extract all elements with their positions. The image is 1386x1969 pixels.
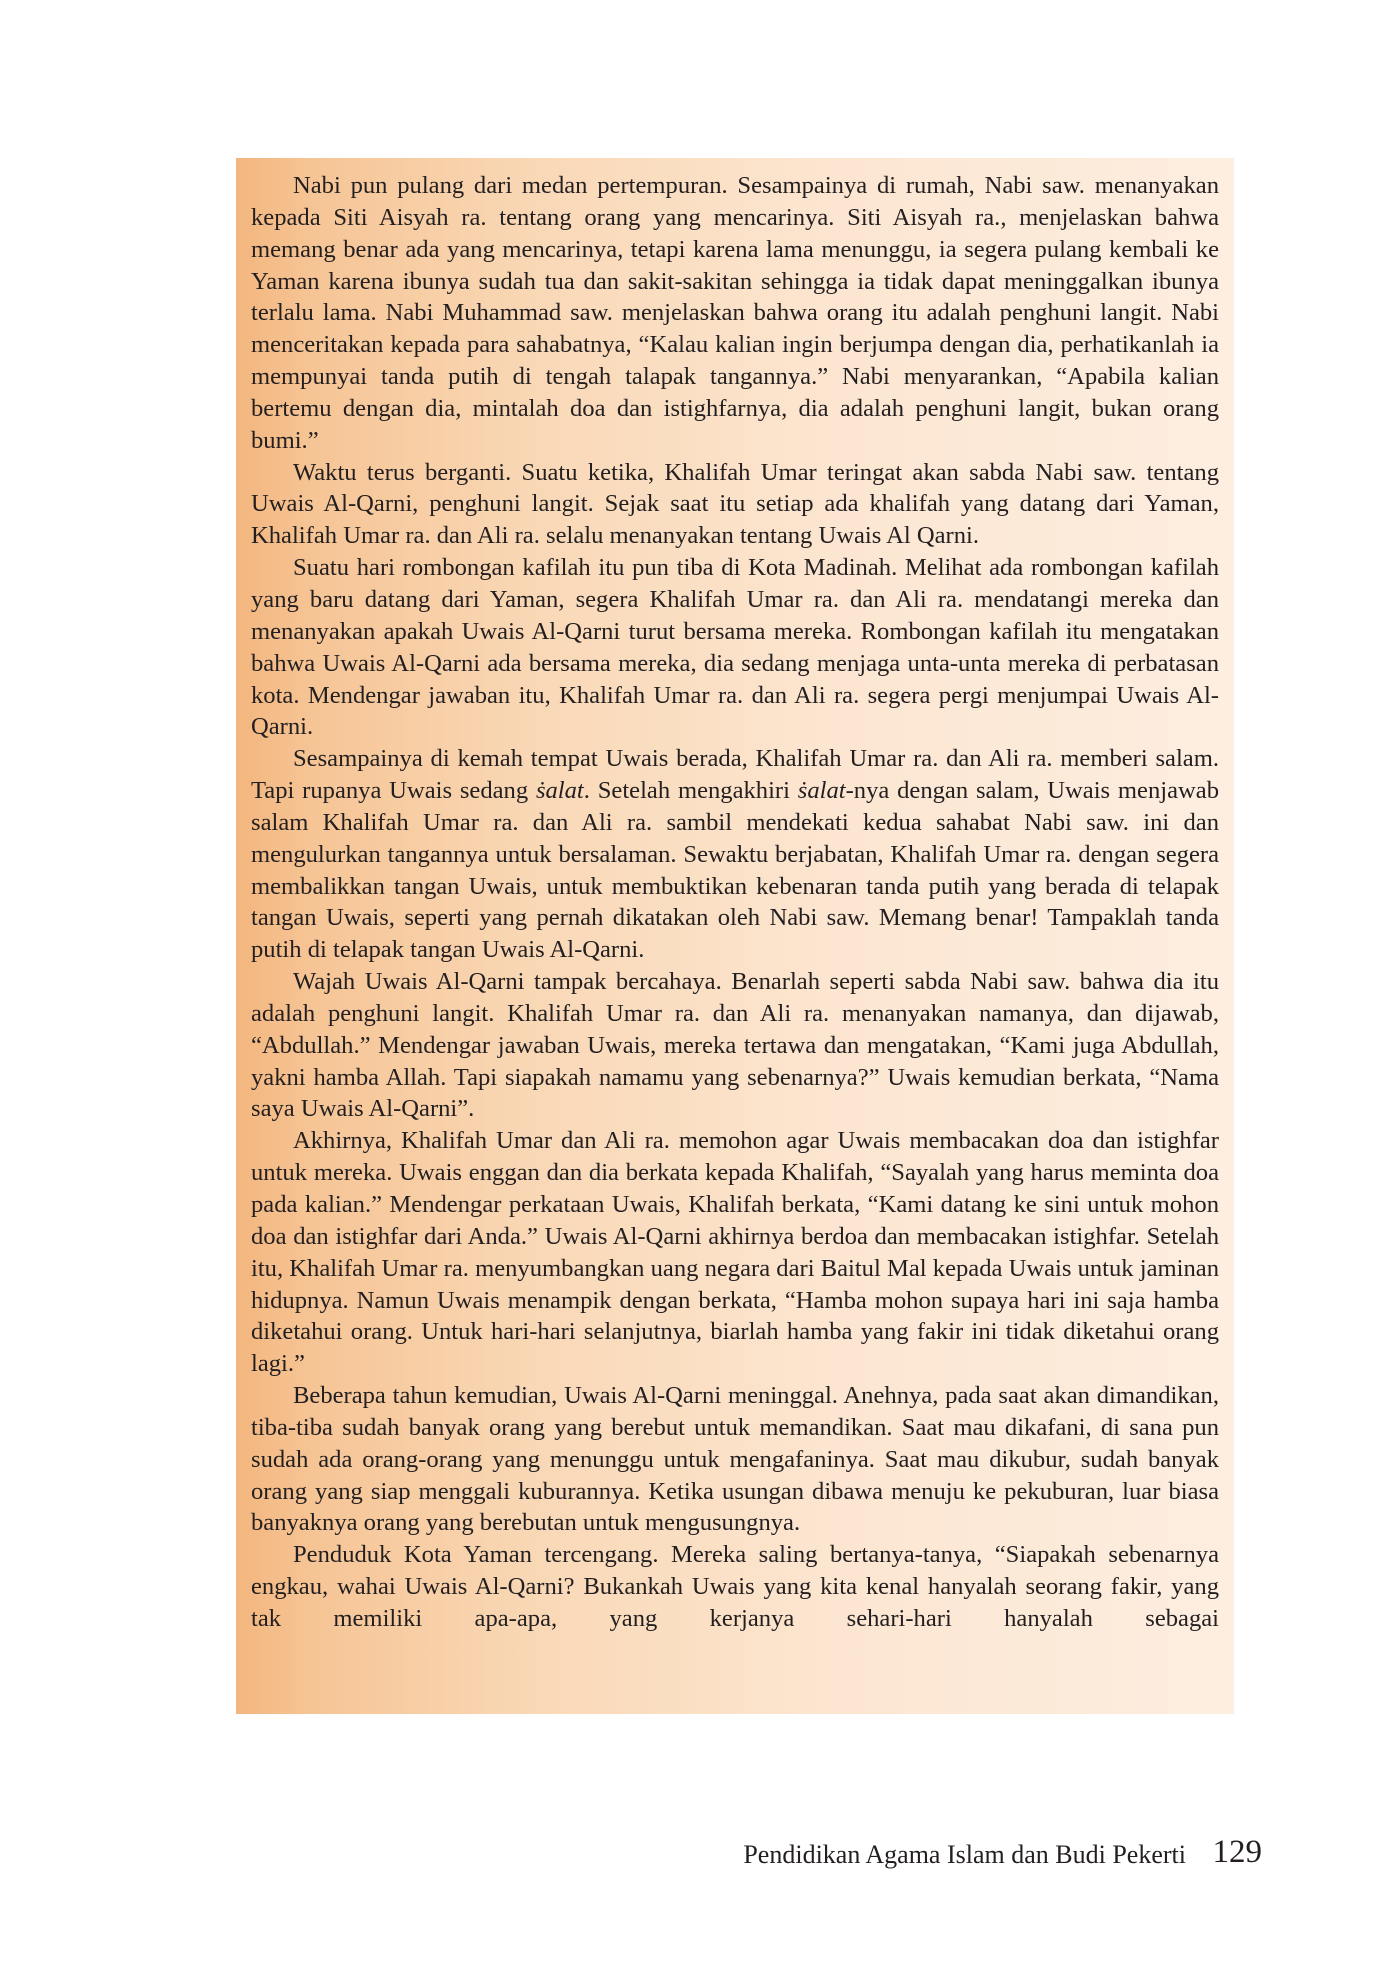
story-paragraph-6: Akhirnya, Khalifah Umar dan Ali ra. memohon agar Uwais membacakan doa dan istighfar untuk mereka. Uwais enggan dan dia berkata kepada Khalifah, “Sayalah yang harus meminta doa pada kalian.” Mendengar perkataan Uwais, Khalifah berkata, “Kami datang ke sini untuk mohon doa dan istighfar dari Anda.” Uwais Al-Qarni akhirnya berdoa dan membacakan istighfar. Setelah itu, Khalifah Umar ra. menyumbangkan uang negara dari Baitul Mal kepada Uwais untuk jaminan hidupnya. Namun Uwais menampik dengan berkata, “Hamba mohon supaya hari ini saja hamba diketahui orang. Untuk hari-hari selanjutnya, biarlah hamba yang fakir ini tidak diketahui orang lagi.”	[251, 1127, 1219, 1378]
salat-term: ṡalat	[797, 777, 846, 805]
story-paragraph-2: Waktu terus berganti. Suatu ketika, Khalifah Umar teringat akan sabda Nabi saw. tentang Uwais Al-Qarni, penghuni langit. Sejak saat itu setiap ada khalifah yang datang dari Yaman, Khalifah Umar ra. dan Ali ra. selalu menanyakan tentang Uwais Al Qarni.	[251, 458, 1219, 550]
story-paragraph-1: Nabi pun pulang dari medan pertempuran. Sesampainya di rumah, Nabi saw. menanyakan kepada Siti Aisyah ra. tentang orang yang mencarinya. Siti Aisyah ra., menjelaskan bahwa memang benar ada yang mencarinya, tetapi karena lama menunggu, ia segera pulang kembali ke Yaman karena ibunya sudah tua dan sakit-sakitan sehingga ia tidak dapat meninggalkan ibunya terlalu lama. Nabi Muhammad saw. menjelaskan bahwa orang itu adalah penghuni langit. Nabi menceritakan kepada para sahabatnya, “Kalau kalian ingin berjumpa dengan dia, perhatikanlah ia mempunyai tanda putih di tengah talapak tangannya.” Nabi menyarankan, “Apabila kalian bertemu dengan dia, mintalah doa dan istighfarnya, dia adalah penghuni langit, bukan orang bumi.”	[251, 172, 1219, 454]
story-paragraph-5: Wajah Uwais Al-Qarni tampak bercahaya. Benarlah seperti sabda Nabi saw. bahwa dia itu adalah penghuni langit. Khalifah Umar ra. dan Ali ra. menanyakan namanya, dan dijawab, “Abdullah.” Mendengar jawaban Uwais, mereka tertawa dan mengatakan, “Kami juga Abdullah, yakni hamba Allah. Tapi siapakah namamu yang sebenarnya?” Uwais kemudian berkata, “Nama saya Uwais Al-Qarni”.	[251, 968, 1219, 1123]
story-paragraph-4-part-a: Sesampainya di kemah tempat Uwais berada, Khalifah Umar ra. dan Ali ra. memberi salam. Tapi rupanya Uwais sedang	[251, 745, 1219, 805]
story-paragraph-4	[251, 743, 1219, 966]
page-footer	[0, 1834, 1386, 1874]
page-number: 129	[1212, 1834, 1262, 1870]
story-text-box	[236, 158, 1234, 1714]
book-title: Pendidikan Agama Islam dan Budi Pekerti	[743, 1840, 1186, 1869]
story-paragraph-3: Suatu hari rombongan kafilah itu pun tiba di Kota Madinah. Melihat ada rombongan kafilah yang baru datang dari Yaman, segera Khalifah Umar ra. dan Ali ra. mendatangi mereka dan menanyakan apakah Uwais Al-Qarni turut bersama mereka. Rombongan kafilah itu mengatakan bahwa Uwais Al-Qarni ada bersama mereka, dia sedang menjaga unta-unta mereka di perbatasan kota. Mendengar jawaban itu, Khalifah Umar ra. dan Ali ra. segera pergi menjumpai Uwais Al-Qarni.	[251, 554, 1219, 741]
story-paragraph-8: Penduduk Kota Yaman tercengang. Mereka saling bertanya-tanya, “Siapakah sebenarnya engkau, wahai Uwais Al-Qarni? Bukankah Uwais yang kita kenal hanyalah seorang fakir, yang tak memiliki apa-apa, yang kerjanya sehari-hari hanyalah sebagai	[251, 1541, 1219, 1632]
story-paragraph-4-part-c: -nya dengan salam, Uwais menjawab salam Khalifah Umar ra. dan Ali ra. sambil mendekati kedua sahabat Nabi saw. ini dan mengulurkan tangannya untuk bersalaman. Sewaktu berjabatan, Khalifah Umar ra. dengan segera membalikkan tangan Uwais, untuk membuktikan kebenaran tanda putih yang berada di telapak tangan Uwais, seperti yang pernah dikatakan oleh Nabi saw. Memang benar! Tampaklah tanda putih di telapak tangan Uwais Al-Qarni.	[251, 777, 1219, 964]
story-paragraph-4-part-b: . Setelah mengakhiri	[583, 777, 798, 805]
story-paragraph-7: Beberapa tahun kemudian, Uwais Al-Qarni meninggal. Anehnya, pada saat akan dimandikan, tiba-tiba sudah banyak orang yang berebut untuk memandikan. Saat mau dikafani, di sana pun sudah ada orang-orang yang menunggu untuk mengafaninya. Saat mau dikubur, sudah banyak orang yang siap menggali kuburannya. Ketika usungan dibawa menuju ke pekuburan, luar biasa banyaknya orang yang berebutan untuk mengusungnya.	[251, 1382, 1219, 1537]
salat-term: ṡalat	[535, 777, 584, 805]
